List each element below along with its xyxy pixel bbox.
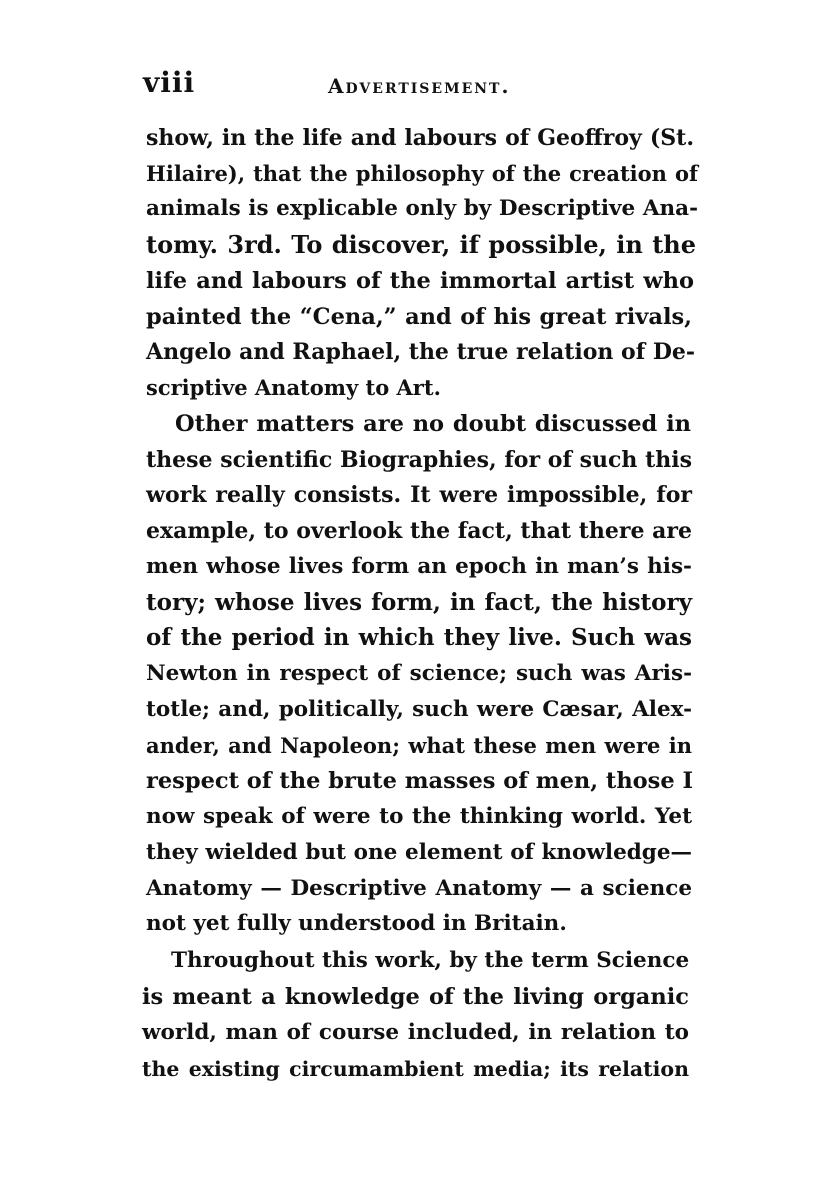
- text-line: Anatomy — Descriptive Anatomy — a science: [146, 876, 692, 901]
- text-line: Angelo and Raphael, the true relation of De-: [146, 339, 696, 365]
- text-line: life and labours of the immortal artist who: [146, 268, 694, 294]
- text-line: painted the “Cena,” and of his great rivals,: [146, 304, 692, 330]
- text-line: tomy. 3rd. To discover, if possible, in the: [146, 230, 696, 259]
- text-line: these scientific Biographies, for of such this: [146, 447, 692, 473]
- running-title: Advertisement.: [328, 74, 511, 98]
- text-line: work really consists. It were impossible, for: [146, 482, 692, 508]
- text-line: scriptive Anatomy to Art.: [146, 375, 441, 400]
- text-line: Hilaire), that the philosophy of the creation of: [146, 161, 698, 186]
- text-line: ander, and Napoleon; what these men were in: [146, 733, 692, 758]
- text-line: of the period in which they live. Such was: [146, 624, 692, 651]
- text-line: animals is explicable only by Descriptive Ana-: [146, 196, 698, 221]
- text-line: world, man of course included, in relation to: [142, 1020, 689, 1045]
- text-line: the existing circumambient media; its relation: [142, 1057, 689, 1081]
- text-line: now speak of were to the thinking world. Yet: [146, 804, 692, 829]
- page-number: viii: [143, 66, 196, 99]
- text-line: is meant a knowledge of the living organic: [142, 984, 689, 1010]
- text-line: tory; whose lives form, in fact, the history: [146, 589, 692, 616]
- text-line: not yet fully understood in Britain.: [146, 911, 567, 936]
- text-line: respect of the brute masses of men, those I: [146, 768, 694, 794]
- text-line: they wielded but one element of knowledge—: [146, 840, 692, 865]
- paragraph-first-line: Throughout this work, by the term Science: [171, 948, 690, 973]
- running-head: [143, 66, 703, 106]
- text-line: Newton in respect of science; such was Aris-: [146, 661, 692, 686]
- text-line: show, in the life and labours of Geoffroy (St.: [146, 125, 694, 151]
- text-line: men whose lives form an epoch in man’s his-: [146, 554, 692, 579]
- text-line: example, to overlook the fact, that there are: [146, 518, 692, 544]
- text-line: totle; and, politically, such were Cæsar, Alex-: [146, 697, 692, 722]
- paragraph-first-line: Other matters are no doubt discussed in: [175, 411, 691, 437]
